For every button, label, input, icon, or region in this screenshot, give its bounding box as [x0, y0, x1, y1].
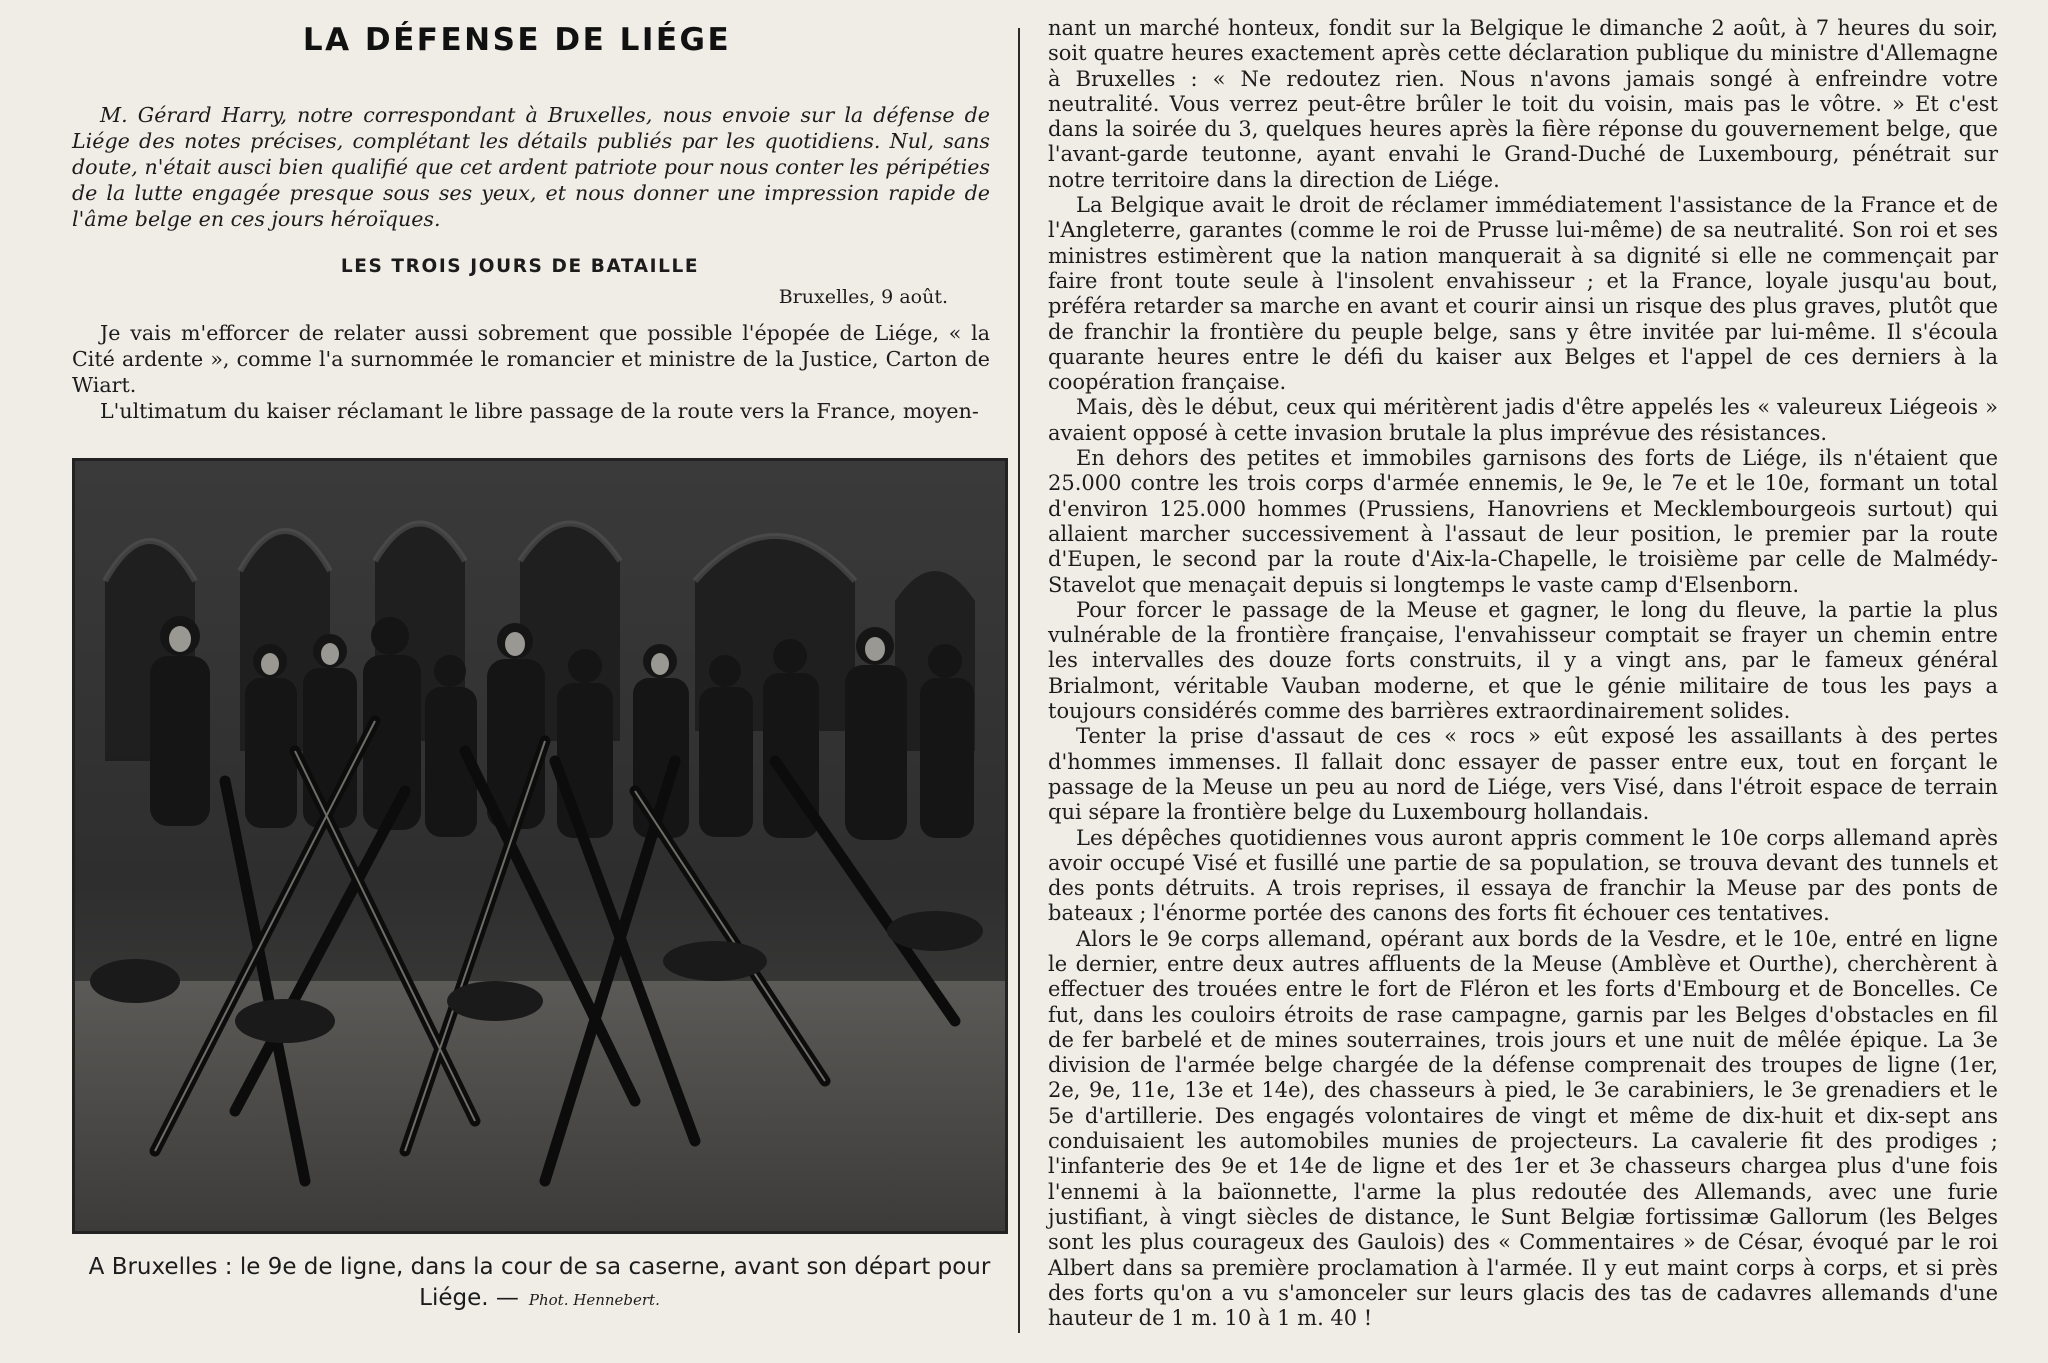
paragraph: Alors le 9e corps allemand, opérant aux bords de la Vesdre, et le 10e, entré en ligne le dernier, entre deux autres affluents de la Meuse (Amblève et Ourthe), cherchèrent à effectuer des trouées entre le fort de Fléron et les forts d'Embourg et de Boncelles. Ce fut, dans les couloirs étroits de rase campagne, garnis par les Belges d'obstacles en fil de fer barbelé et de mines souterraines, trois jours et une nuit de mêlée épique. La 3e division de l'armée belge chargée de la défense comprenait des troupes de ligne (1er, 2e, 9e, 11e, 13e et 14e), des chasseurs à pied, le 3e carabiniers, le 3e grenadiers et le 5e d'artillerie. Des engagés volontaires de vingt et même de dix-huit et dix-sept ans conduisaient les automobiles munies de projecteurs. La cavalerie fit des prodiges ; l'infanterie des 9e et 14e de ligne et des 1er et 3e chasseurs chargea plus d'une fois l'ennemi à la baïonnette, l'arme la plus redoutée des Allemands, avec une furie justifiant, à vingt siècles de distance, le Sunt Belgiæ fortissimæ Gallorum (les Belges sont les plus courageux des Gaulois) des « Commentaires » de César, évoqué par le roi Albert dans sa première proclamation à l'armée. Il y eut maint corps à corps, et si près des forts qu'on a vu s'amonceler sur leurs glacis des tas de cadavres allemands d'une hauteur de 1 m. 10 à 1 m. 40 ! [1048, 926, 1998, 1331]
paragraph: La Belgique avait le droit de réclamer immédiatement l'assistance de la France et de l'Angleterre, garantes (comme le roi de Prusse lui-même) de sa neutralité. Son roi et ses ministres estimèrent que la nation manquerait à sa dignité si elle ne commençait par faire front toute seule à l'insolent envahisseur ; et la France, loyale jusqu'au bout, préféra retarder sa marche en avant et courir ainsi un risque des plus graves, plutôt que de franchir la frontière du peuple belge, sans y être invitée par lui-même. Il s'écoula quarante heures entre le défi du kaiser aux Belges et l'appel de ces derniers à la coopération française. [1048, 193, 1998, 395]
left-column-body [72, 320, 990, 424]
photo-caption [72, 1252, 1007, 1316]
soldiers-photograph [72, 458, 1008, 1234]
photograph-illustration [75, 461, 1005, 1231]
paragraph: Les dépêches quotidiennes vous auront appris comment le 10e corps allemand après avoir occupé Visé et fusillé une partie de sa population, se trouva devant des tunnels et des ponts détruits. A trois reprises, il essaya de franchir la Meuse par des ponts de bateaux ; l'énorme portée des canons des forts fit échouer ces tentatives. [1048, 825, 1998, 926]
paragraph: Pour forcer le passage de la Meuse et gagner, le long du fleuve, la partie la plus vulnérable de la frontière française, l'envahisseur comptait se frayer un chemin entre les intervalles des douze forts construits, il y a vingt ans, par le fameux général Brialmont, véritable Vauban moderne, et que le génie militaire de tous les pays a toujours considérés comme des barrières extraordinairement solides. [1048, 597, 1998, 724]
article-title: LA DÉFENSE DE LIÉGE [302, 22, 732, 58]
paragraph: nant un marché honteux, fondit sur la Belgique le dimanche 2 août, à 7 heures du soir, soit quatre heures exactement après cette déclaration publique du ministre d'Allemagne à Bruxelles : « Ne redoutez rien. Nous n'avons jamais songé à enfreindre votre neutralité. Vous verrez peut-être brûler le toit du voisin, mais pas le vôtre. » Et c'est dans la soirée du 3, quelques heures après la fière réponse du gouvernement belge, que l'avant-garde teutonne, ayant envahi le Grand-Duché de Luxembourg, pénétrait sur notre territoire dans la direction de Liége. [1048, 16, 1998, 192]
paragraph: Mais, dès le début, ceux qui méritèrent jadis d'être appelés les « valeureux Liégeois » avaient opposé à cette invasion brutale la plus imprévue des résistances. [1048, 395, 1998, 445]
section-heading: LES TROIS JOURS DE BATAILLE [340, 256, 700, 277]
paragraph: L'ultimatum du kaiser réclamant le libre passage de la route vers la France, moyen- [100, 399, 979, 423]
paragraph: Tenter la prise d'assaut de ces « rocs » eût exposé les assaillants à des pertes d'hommes immenses. Il fallait donc essayer de passer entre eux, tout en forçant le passage de la Meuse un peu au nord de Liége, vers Visé, dans l'étroit espace de terrain qui sépare la frontière belge du Luxembourg hollandais. [1048, 724, 1998, 825]
dateline: Bruxelles, 9 août. [778, 286, 948, 308]
column-divider [1018, 28, 1020, 1333]
photo-credit: Phot. Hennebert. [528, 1291, 660, 1309]
paragraph: En dehors des petites et immobiles garnisons des forts de Liége, ils n'étaient que 25.000 contre les trois corps d'armée ennemis, le 9e, le 7e et le 10e, formant un total d'environ 125.000 hommes (Prussiens, Hanovriens et Mecklembourgeois surtout) qui allaient marcher successivement à l'assaut de leur position, le premier par la route d'Eupen, le second par la route d'Aix-la-Chapelle, le troisième par celle de Malmédy-Stavelot que menaçait depuis si longtemps le vaste camp d'Elsenborn. [1048, 446, 1998, 597]
article-intro: M. Gérard Harry, notre correspondant à Bruxelles, nous envoie sur la défense de Liége des notes précises, complétant les détails publiés par les quotidiens. Nul, sans doute, n'était ausci bien qualifié que cet ardent patriote pour nous conter les péripéties de la lutte engagée presque sous ses yeux, et nous donner une impression rapide de l'âme belge en ces jours héroïques. [72, 103, 990, 231]
right-column-body [1048, 16, 1998, 1331]
photo-caption-text: A Bruxelles : le 9e de ligne, dans la cour de sa caserne, avant son départ pour Liége. — [88, 1254, 991, 1311]
paragraph: Je vais m'efforcer de relater aussi sobrement que possible l'épopée de Liége, « la Cité ardente », comme l'a surnommée le romancier et ministre de la Justice, Carton de Wiart. [72, 321, 990, 397]
